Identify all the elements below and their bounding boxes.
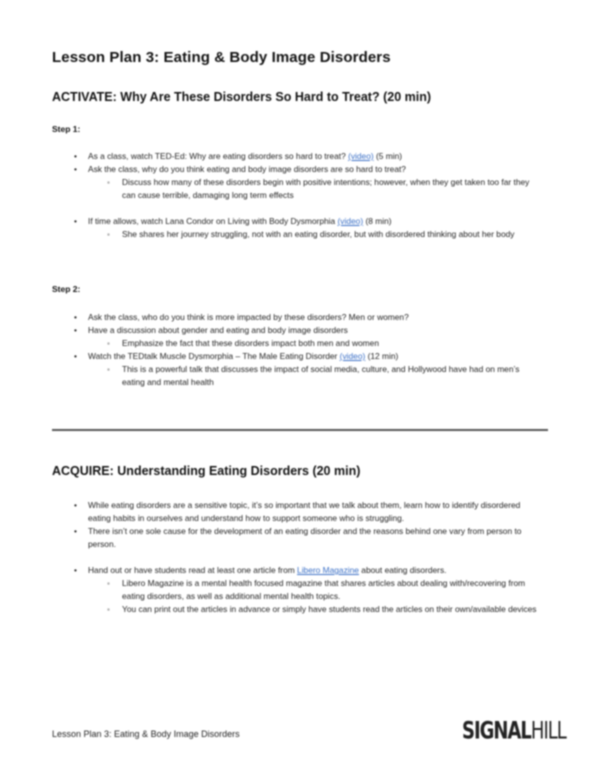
acquire-heading: ACQUIRE: Understanding Eating Disorders (20 min) [52, 464, 361, 478]
list-item-text: Hand out or have students read at least one article from [88, 565, 298, 575]
page-title: Lesson Plan 3: Eating & Body Image Disorders [52, 49, 391, 66]
section-divider [52, 429, 548, 431]
logo-text-bold: SIGNAL [462, 717, 531, 746]
list-item [52, 350, 542, 363]
list-item-text: (12 min) [365, 351, 399, 361]
signal-hill-logo [462, 717, 566, 745]
list-item-text: about eating disorders. [358, 565, 447, 575]
libero-magazine-link[interactable]: Libero Magazine [297, 565, 359, 575]
activate-heading: ACTIVATE: Why Are These Disorders So Hard to Treat? (20 min) [52, 90, 431, 104]
logo-text-light: HILL [530, 717, 566, 746]
footer-text: Lesson Plan 3: Eating & Body Image Disorders [52, 729, 240, 739]
acquire-list [52, 499, 542, 616]
list-item: • Ask the class, who do you think is more impacted by these disorders? Men or women? [52, 311, 542, 324]
list-item: • While eating disorders are a sensitive topic, it’s so important that we talk about them, learn how to identify disordered eating habits in ourselves and understand how to support someone who is struggling. [52, 499, 542, 525]
list-item [52, 564, 542, 577]
sub-list-item: ◦ This is a powerful talk that discusses the impact of social media, culture, and Hollywood have had on men’s eating and mental health [52, 363, 542, 389]
list-item-text: (5 min) [373, 151, 403, 161]
step-2-label: Step 2: [52, 284, 81, 294]
list-item-text: (8 min) [363, 216, 392, 226]
list-item: • Ask the class, why do you think eating and body image disorders are so hard to treat? [52, 163, 542, 176]
step-1-label: Step 1: [52, 124, 81, 134]
list-item: • Have a discussion about gender and eating and body image disorders [52, 324, 542, 337]
sub-list-item: ◦ You can print out the articles in advance or simply have students read the articles on their own/available devices [52, 603, 542, 616]
step-1-list [52, 150, 542, 241]
ted-ed-video-link[interactable]: (video) [348, 151, 374, 161]
lana-condor-video-link[interactable]: (video) [337, 216, 364, 226]
list-item-text: If time allows, watch Lana Condor on Living with Body Dysmorphia [88, 216, 338, 226]
list-item-text: Watch the TEDtalk Muscle Dysmorphia – The Male Eating Disorder [88, 351, 340, 361]
list-item-text: As a class, watch TED-Ed: Why are eating disorders so hard to treat? [88, 151, 349, 161]
sub-list-item: ◦ She shares her journey struggling, not with an eating disorder, but with disordered thinking about her body [52, 228, 542, 241]
list-item: • There isn’t one sole cause for the development of an eating disorder and the reasons behind one vary from person to person. [52, 525, 542, 551]
list-item [52, 150, 542, 163]
list-item [52, 215, 542, 228]
sub-list-item: ◦ Libero Magazine is a mental health focused magazine that shares articles about dealing with/recovering from eating disorders, as well as additional mental health topics. [52, 577, 542, 603]
sub-list-item: ◦ Emphasize the fact that these disorders impact both men and women [52, 337, 542, 350]
step-2-list [52, 311, 542, 389]
sub-list-item: ◦ Discuss how many of these disorders begin with positive intentions; however, when they get taken too far they can cause terrible, damaging long term effects [52, 176, 542, 202]
tedtalk-video-link[interactable]: (video) [339, 351, 366, 361]
